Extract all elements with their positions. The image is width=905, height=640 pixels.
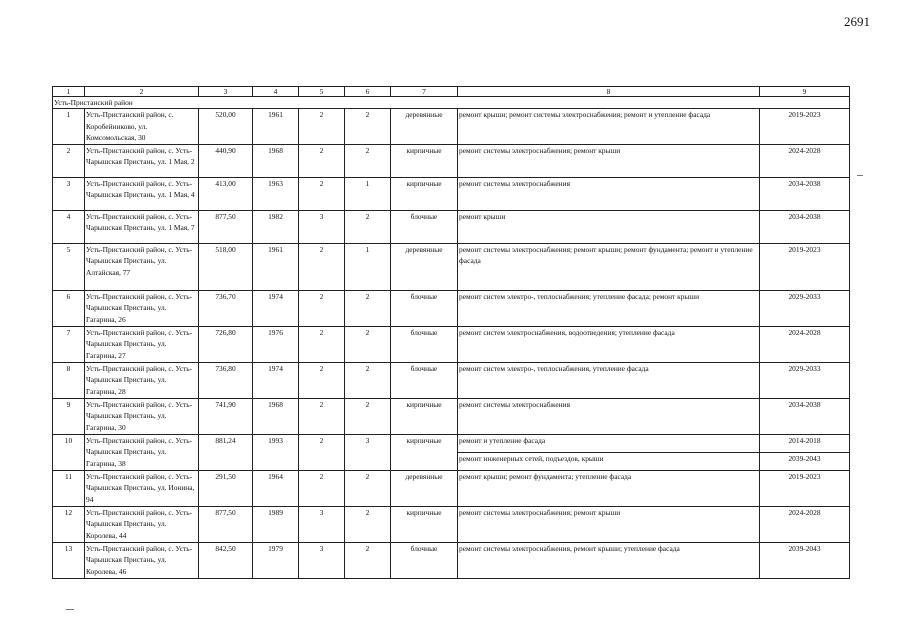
work-type-cell: ремонт системы электроснабжения; ремонт крыши; ремонт фундамента; ремонт и утепление фасада: [458, 243, 760, 290]
wall-material-cell: деревянные: [391, 243, 458, 290]
period-cell: 2029-2033: [760, 290, 850, 326]
entrances-cell: 2: [345, 109, 391, 145]
entrances-cell: 2: [345, 542, 391, 578]
wall-material-cell: кирпичные: [391, 144, 458, 177]
entrances-cell: 1: [345, 243, 391, 290]
wall-material-cell: блочные: [391, 326, 458, 362]
row-number-cell: 12: [53, 506, 85, 542]
scan-edge-mark: [857, 175, 863, 176]
column-number: 4: [253, 87, 299, 97]
work-type-cell: ремонт системы электроснабжения, ремонт крыши; утепление фасада: [458, 542, 760, 578]
floors-cell: 3: [299, 506, 345, 542]
year-cell: 1976: [253, 326, 299, 362]
address-cell: Усть-Пристанский район, с. Коробейниково, ул. Комсомольская, 30: [85, 109, 199, 145]
wall-material-cell: блочные: [391, 290, 458, 326]
area-cell: 413,00: [199, 177, 253, 210]
work-type-cell: ремонт систем электроснабжения, водоотведения; утепление фасада: [458, 326, 760, 362]
area-cell: 741,90: [199, 398, 253, 434]
period-cell: 2039-2043: [760, 542, 850, 578]
floors-cell: 2: [299, 470, 345, 506]
work-type-cell: ремонт системы электроснабжения: [458, 177, 760, 210]
floors-cell: 2: [299, 290, 345, 326]
address-cell: Усть-Пристанский район, с. Усть-Чарышская Пристань, ул. Алтайская, 77: [85, 243, 199, 290]
row-number-cell: 10: [53, 434, 85, 470]
year-cell: 1968: [253, 398, 299, 434]
table-row: [53, 398, 850, 434]
entrances-cell: 2: [345, 144, 391, 177]
period-cell: 2024-2028: [760, 506, 850, 542]
year-cell: 1961: [253, 243, 299, 290]
area-cell: 877,50: [199, 506, 253, 542]
address-cell: Усть-Пристанский район, с. Усть-Чарышская Пристань, ул. Гагарина, 27: [85, 326, 199, 362]
period-cell: 2019-2023: [760, 109, 850, 145]
table-row: [53, 109, 850, 145]
year-cell: 1968: [253, 144, 299, 177]
work-type-cell: ремонт крыши: [458, 210, 760, 243]
floors-cell: 2: [299, 243, 345, 290]
column-number-row: [53, 87, 850, 97]
period-cell: 2034-2038: [760, 398, 850, 434]
entrances-cell: 1: [345, 177, 391, 210]
column-number: 7: [391, 87, 458, 97]
table-row: [53, 326, 850, 362]
area-cell: 440,90: [199, 144, 253, 177]
row-number-cell: 8: [53, 362, 85, 398]
work-type-cell: ремонт и утепление фасада: [458, 434, 760, 452]
entrances-cell: 2: [345, 210, 391, 243]
floors-cell: 2: [299, 326, 345, 362]
table-row: [53, 210, 850, 243]
entrances-cell: 3: [345, 434, 391, 470]
table-row: [53, 362, 850, 398]
year-cell: 1974: [253, 362, 299, 398]
entrances-cell: 2: [345, 290, 391, 326]
scan-edge-mark: [66, 609, 74, 610]
period-cell: 2039-2043: [760, 452, 850, 470]
floors-cell: 2: [299, 177, 345, 210]
housing-registry-table: [52, 86, 850, 579]
table-row: [53, 506, 850, 542]
period-cell: 2034-2038: [760, 210, 850, 243]
address-cell: Усть-Пристанский район, с. Усть-Чарышская Пристань, ул. Гагарина, 30: [85, 398, 199, 434]
floors-cell: 3: [299, 542, 345, 578]
area-cell: 877,50: [199, 210, 253, 243]
row-number-cell: 6: [53, 290, 85, 326]
address-cell: Усть-Пристанский район, с. Усть-Чарышская Пристань, ул. Гагарина, 38: [85, 434, 199, 470]
address-cell: Усть-Пристанский район, с. Усть-Чарышская Пристань, ул. Гагарина, 26: [85, 290, 199, 326]
column-number: 3: [199, 87, 253, 97]
address-cell: Усть-Пристанский район, с. Усть-Чарышская Пристань, ул. 1 Мая, 2: [85, 144, 199, 177]
row-number-cell: 11: [53, 470, 85, 506]
table-row: [53, 243, 850, 290]
period-cell: 2024-2028: [760, 144, 850, 177]
area-cell: 291,50: [199, 470, 253, 506]
row-number-cell: 4: [53, 210, 85, 243]
wall-material-cell: блочные: [391, 362, 458, 398]
work-type-cell: ремонт крыши; ремонт системы электроснабжения; ремонт и утепление фасада: [458, 109, 760, 145]
entrances-cell: 2: [345, 398, 391, 434]
wall-material-cell: блочные: [391, 210, 458, 243]
entrances-cell: 2: [345, 362, 391, 398]
area-cell: 518,00: [199, 243, 253, 290]
year-cell: 1982: [253, 210, 299, 243]
table-body: [53, 87, 850, 579]
wall-material-cell: кирпичные: [391, 506, 458, 542]
work-type-cell: ремонт систем электро-, теплоснабжения, утепление фасада: [458, 362, 760, 398]
table-row: [53, 290, 850, 326]
entrances-cell: 2: [345, 326, 391, 362]
floors-cell: 2: [299, 362, 345, 398]
entrances-cell: 2: [345, 470, 391, 506]
column-number: 6: [345, 87, 391, 97]
wall-material-cell: деревянные: [391, 470, 458, 506]
area-cell: 736,80: [199, 362, 253, 398]
table-row: [53, 177, 850, 210]
year-cell: 1963: [253, 177, 299, 210]
area-cell: 736,70: [199, 290, 253, 326]
area-cell: 520,00: [199, 109, 253, 145]
column-number: 5: [299, 87, 345, 97]
work-type-cell: ремонт инженерных сетей, подъездов, крыши: [458, 452, 760, 470]
work-type-cell: ремонт системы электроснабжения; ремонт крыши: [458, 506, 760, 542]
period-cell: 2019-2023: [760, 243, 850, 290]
address-cell: Усть-Пристанский район, с. Усть-Чарышская Пристань, ул. Королева, 44: [85, 506, 199, 542]
wall-material-cell: блочные: [391, 542, 458, 578]
row-number-cell: 7: [53, 326, 85, 362]
year-cell: 1993: [253, 434, 299, 470]
column-number: 1: [53, 87, 85, 97]
area-cell: 881,24: [199, 434, 253, 470]
page-number: 2691: [844, 14, 870, 29]
row-number-cell: 2: [53, 144, 85, 177]
address-cell: Усть-Пристанский район, с. Усть-Чарышская Пристань, ул. Ионина, 94: [85, 470, 199, 506]
year-cell: 1979: [253, 542, 299, 578]
address-cell: Усть-Пристанский район, с. Усть-Чарышская Пристань, ул. 1 Мая, 4: [85, 177, 199, 210]
row-number-cell: 13: [53, 542, 85, 578]
work-type-cell: ремонт системы электроснабжения: [458, 398, 760, 434]
column-number: 9: [760, 87, 850, 97]
row-number-cell: 5: [53, 243, 85, 290]
floors-cell: 2: [299, 398, 345, 434]
table-row: [53, 470, 850, 506]
work-type-cell: ремонт систем электро-, теплоснабжения; утепление фасада; ремонт крыши: [458, 290, 760, 326]
floors-cell: 3: [299, 210, 345, 243]
year-cell: 1989: [253, 506, 299, 542]
row-number-cell: 1: [53, 109, 85, 145]
year-cell: 1974: [253, 290, 299, 326]
entrances-cell: 2: [345, 506, 391, 542]
wall-material-cell: деревянные: [391, 109, 458, 145]
year-cell: 1964: [253, 470, 299, 506]
table-row: [53, 144, 850, 177]
area-cell: 726,80: [199, 326, 253, 362]
table-row: [53, 542, 850, 578]
address-cell: Усть-Пристанский район, с. Усть-Чарышская Пристань, ул. Гагарина, 28: [85, 362, 199, 398]
row-number-cell: 3: [53, 177, 85, 210]
wall-material-cell: кирпичные: [391, 434, 458, 470]
work-type-cell: ремонт крыши; ремонт фундамента; утепление фасада: [458, 470, 760, 506]
area-cell: 842,50: [199, 542, 253, 578]
wall-material-cell: кирпичные: [391, 398, 458, 434]
floors-cell: 2: [299, 109, 345, 145]
district-name: Усть-Пристанский район: [53, 97, 850, 109]
row-number-cell: 9: [53, 398, 85, 434]
period-cell: 2019-2023: [760, 470, 850, 506]
period-cell: 2014-2018: [760, 434, 850, 452]
address-cell: Усть-Пристанский район, с. Усть-Чарышская Пристань, ул. 1 Мая, 7: [85, 210, 199, 243]
column-number: 2: [85, 87, 199, 97]
period-cell: 2029-2033: [760, 362, 850, 398]
wall-material-cell: кирпичные: [391, 177, 458, 210]
floors-cell: 2: [299, 434, 345, 470]
table-row: [53, 434, 850, 452]
address-cell: Усть-Пристанский район, с. Усть-Чарышская Пристань, ул. Королева, 46: [85, 542, 199, 578]
district-row: [53, 97, 850, 109]
year-cell: 1961: [253, 109, 299, 145]
column-number: 8: [458, 87, 760, 97]
period-cell: 2024-2028: [760, 326, 850, 362]
period-cell: 2034-2038: [760, 177, 850, 210]
floors-cell: 2: [299, 144, 345, 177]
work-type-cell: ремонт системы электроснабжения; ремонт крыши: [458, 144, 760, 177]
